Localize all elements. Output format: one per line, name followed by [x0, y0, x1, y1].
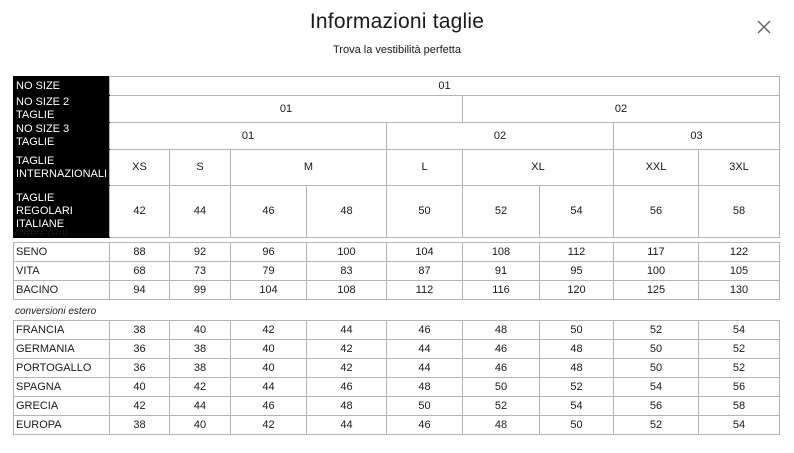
cell: 40	[170, 416, 231, 435]
cell: 104	[231, 281, 307, 300]
cell: 46	[387, 416, 463, 435]
table-row	[14, 281, 780, 300]
cell: 50	[614, 340, 699, 359]
cell: 52	[540, 378, 614, 397]
row-no-size-3	[14, 123, 780, 150]
row-label: BACINO	[14, 281, 110, 300]
cell: 122	[699, 243, 780, 262]
cell: L	[387, 150, 463, 186]
cell: 96	[231, 243, 307, 262]
row-label: SPAGNA	[14, 378, 110, 397]
row-label: VITA	[14, 262, 110, 281]
cell: 42	[307, 340, 387, 359]
cell: 48	[307, 397, 387, 416]
cell: 83	[307, 262, 387, 281]
cell: 3XL	[699, 150, 780, 186]
row-label: FRANCIA	[14, 321, 110, 340]
cell: 108	[463, 243, 540, 262]
cell: 108	[307, 281, 387, 300]
table-row	[14, 359, 780, 378]
cell: 48	[387, 378, 463, 397]
modal-title: Informazioni taglie	[309, 10, 485, 33]
cell: 79	[231, 262, 307, 281]
cell: 48	[463, 416, 540, 435]
cell: 54	[540, 186, 614, 238]
cell: 91	[463, 262, 540, 281]
cell: 38	[110, 321, 170, 340]
cell: 52	[614, 321, 699, 340]
row-label: TAGLIE INTERNAZIONALI	[14, 150, 110, 186]
table-row	[14, 243, 780, 262]
cell: 50	[614, 359, 699, 378]
cell: 112	[387, 281, 463, 300]
cell: 52	[699, 340, 780, 359]
cell: XL	[463, 150, 614, 186]
section-label-measures: misure (cm)	[15, 227, 68, 238]
cell: 105	[699, 262, 780, 281]
cell: 40	[231, 359, 307, 378]
cell: 58	[699, 397, 780, 416]
cell: 46	[463, 359, 540, 378]
cell: 38	[170, 340, 231, 359]
cell: 42	[110, 397, 170, 416]
cell: 50	[540, 416, 614, 435]
cell: 44	[387, 359, 463, 378]
cell: 01	[110, 123, 387, 150]
row-label: GERMANIA	[14, 340, 110, 359]
cell: 40	[170, 321, 231, 340]
cell: 44	[387, 340, 463, 359]
cell: 44	[231, 378, 307, 397]
cell: 46	[231, 186, 307, 238]
cell: 116	[463, 281, 540, 300]
cell: 02	[463, 96, 780, 123]
cell: 46	[387, 321, 463, 340]
cell: 56	[699, 378, 780, 397]
cell: 125	[614, 281, 699, 300]
cell: 99	[170, 281, 231, 300]
cell: S	[170, 150, 231, 186]
cell: 44	[170, 186, 231, 238]
table-row	[14, 397, 780, 416]
cell: 44	[307, 416, 387, 435]
cell: 52	[614, 416, 699, 435]
cell: 58	[699, 186, 780, 238]
cell: 36	[110, 359, 170, 378]
cell: XXL	[614, 150, 699, 186]
table-row	[14, 416, 780, 435]
cell: 68	[110, 262, 170, 281]
cell: 44	[170, 397, 231, 416]
cell: 52	[463, 397, 540, 416]
cell: 94	[110, 281, 170, 300]
cell: 03	[614, 123, 780, 150]
cell: 46	[307, 378, 387, 397]
cell: 120	[540, 281, 614, 300]
cell: 50	[387, 186, 463, 238]
cell: 44	[307, 321, 387, 340]
cell: 56	[614, 186, 699, 238]
cell: 54	[614, 378, 699, 397]
cell: 95	[540, 262, 614, 281]
table-row	[14, 340, 780, 359]
row-label: NO SIZE 2 TAGLIE	[14, 96, 110, 123]
cell: 42	[231, 321, 307, 340]
cell: 54	[699, 321, 780, 340]
cell: 112	[540, 243, 614, 262]
cell: M	[231, 150, 387, 186]
row-no-size	[14, 77, 780, 96]
cell: 42	[170, 378, 231, 397]
row-label: SENO	[14, 243, 110, 262]
section-label-conversions: conversioni estero	[15, 306, 97, 317]
cell: 42	[307, 359, 387, 378]
cell: XS	[110, 150, 170, 186]
cell: 50	[540, 321, 614, 340]
conversions-table	[13, 320, 780, 435]
cell: 73	[170, 262, 231, 281]
row-label: NO SIZE 3 TAGLIE	[14, 123, 110, 150]
cell: 01	[110, 96, 463, 123]
cell: 42	[110, 186, 170, 238]
cell: 50	[463, 378, 540, 397]
cell: 88	[110, 243, 170, 262]
cell: 54	[699, 416, 780, 435]
cell: 52	[463, 186, 540, 238]
table-row	[14, 321, 780, 340]
cell: 02	[387, 123, 614, 150]
cell: 100	[307, 243, 387, 262]
cell: 40	[110, 378, 170, 397]
cell: 54	[540, 397, 614, 416]
cell: 104	[387, 243, 463, 262]
cell: 130	[699, 281, 780, 300]
cell: 42	[231, 416, 307, 435]
cell: 48	[307, 186, 387, 238]
cell: 56	[614, 397, 699, 416]
cell: 38	[110, 416, 170, 435]
cell: 48	[540, 340, 614, 359]
row-label: PORTOGALLO	[14, 359, 110, 378]
table-row	[14, 378, 780, 397]
row-label: GRECIA	[14, 397, 110, 416]
row-no-size-2	[14, 96, 780, 123]
cell: 50	[387, 397, 463, 416]
row-label: EUROPA	[14, 416, 110, 435]
row-international-sizes	[14, 150, 780, 186]
cell: 87	[387, 262, 463, 281]
measures-table	[13, 242, 780, 300]
cell: 01	[110, 77, 780, 96]
cell: 38	[170, 359, 231, 378]
modal-subtitle: Trova la vestibilità perfetta	[333, 44, 461, 56]
cell: 48	[540, 359, 614, 378]
cell: 92	[170, 243, 231, 262]
close-button[interactable]	[754, 17, 774, 37]
table-row	[14, 262, 780, 281]
cell: 117	[614, 243, 699, 262]
cell: 40	[231, 340, 307, 359]
row-italian-sizes	[14, 186, 780, 238]
size-header-table	[13, 76, 780, 238]
cell: 100	[614, 262, 699, 281]
cell: 48	[463, 321, 540, 340]
cell: 46	[463, 340, 540, 359]
cell: 52	[699, 359, 780, 378]
row-label: NO SIZE	[14, 77, 110, 96]
cell: 36	[110, 340, 170, 359]
cell: 46	[231, 397, 307, 416]
row-label: TAGLIE REGOLARI ITALIANE	[14, 186, 110, 238]
close-icon	[754, 17, 774, 37]
